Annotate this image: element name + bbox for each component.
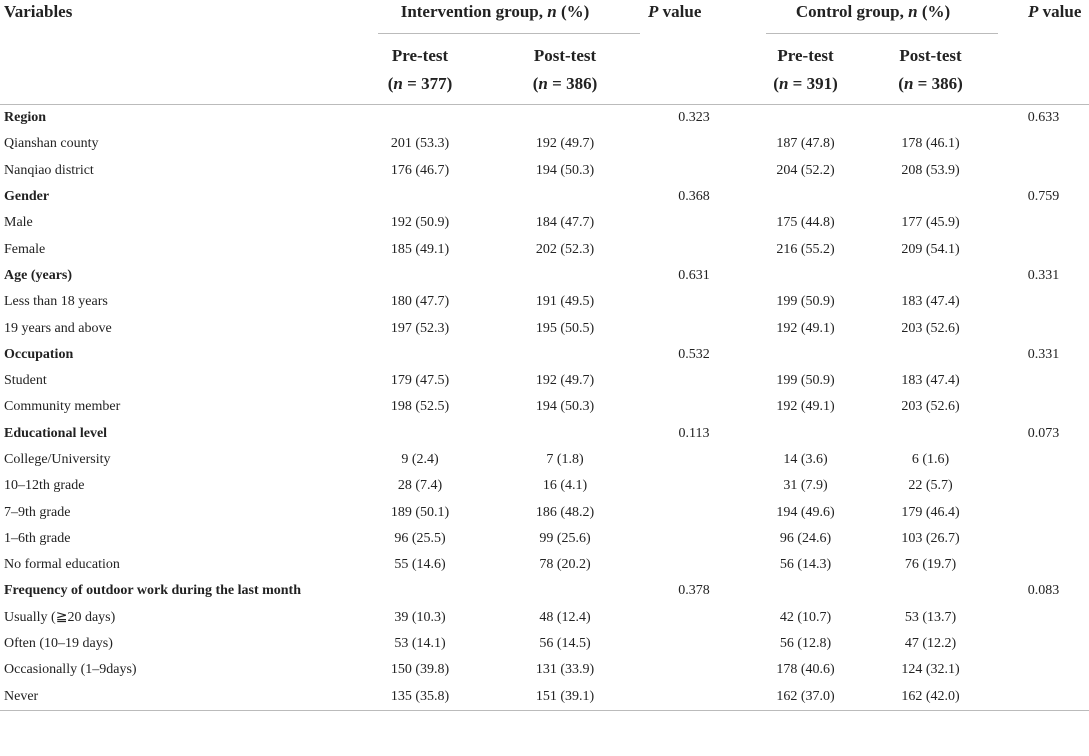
cell-intervention-post: 78 (20.2) [539,557,591,573]
cell-intervention-pre [350,421,490,447]
header-row-top [0,0,1089,38]
table-header [0,0,1089,105]
cell-intervention-p [640,131,748,157]
cell-intervention-p [640,499,748,525]
cell-intervention-p: 0.378 [678,583,710,599]
row-label: Often (10–19 days) [4,636,113,652]
cell-control-pre: 31 (7.9) [783,478,828,494]
cell-intervention-post: 202 (52.3) [535,241,595,257]
cell-intervention-pre: 180 (47.7) [390,294,450,310]
cell-intervention-pre: 198 (52.5) [390,399,450,415]
row-label: No formal education [4,557,120,573]
cell-control-pre: 187 (47.8) [776,136,835,152]
table-row [0,315,1089,341]
cell-intervention-pre: 55 (14.6) [394,557,446,573]
cell-intervention-post: 192 (49.7) [535,373,595,389]
cell-control-post: 183 (47.4) [901,373,960,389]
header-p-value-control: P value [1028,2,1082,21]
cell-intervention-post: 192 (49.7) [535,136,595,152]
cell-intervention-post [490,342,640,368]
cell-control-pre: 204 (52.2) [776,162,835,178]
table-row [0,499,1089,525]
cell-intervention-post: 7 (1.8) [546,452,584,467]
cell-control-p: 0.073 [1027,425,1060,441]
cell-control-pre: 199 (50.9) [776,373,835,389]
cell-intervention-p: 0.113 [678,425,710,441]
cell-control-post: 183 (47.4) [901,294,960,310]
header-int-post: Post-test (n = 386) [490,38,640,105]
table-row [0,289,1089,315]
row-label: Female [4,241,46,257]
intervention-group-label: Intervention group, [400,2,548,21]
table-row [0,447,1089,473]
table-row [0,210,1089,236]
row-label: 1–6th grade [4,530,71,546]
n-italic: n [908,2,918,21]
cell-control-pre: 192 (49.1) [776,320,835,336]
cell-control-p: 0.759 [1027,189,1060,205]
cell-control-pre [748,184,863,210]
header-variables: Variables [4,2,73,21]
cell-intervention-post: 151 (39.1) [490,684,640,711]
cell-control-pre: 175 (44.8) [776,215,835,231]
cell-intervention-post: 191 (49.5) [535,294,595,310]
table-row [0,473,1089,499]
cell-control-p [998,552,1089,578]
cell-control-p: 0.083 [1027,583,1060,599]
cell-intervention-pre: 192 (50.9) [390,215,450,231]
cell-control-p: 0.331 [1027,346,1060,362]
cell-intervention-post: 194 (50.3) [535,399,595,415]
cell-intervention-p [640,289,748,315]
header-intervention-group [350,0,640,38]
header-row-sub [0,38,1089,105]
cell-control-p [998,473,1089,499]
cell-intervention-post [490,184,640,210]
cell-intervention-p [640,605,748,631]
cell-intervention-post [490,578,640,604]
cell-control-pre: 194 (49.6) [776,504,835,520]
cell-control-post: 177 (45.9) [901,215,960,231]
cell-control-post: 124 (32.1) [901,662,960,678]
cell-control-pre [748,578,863,604]
row-label: 19 years and above [4,320,112,336]
cell-intervention-post: 194 (50.3) [535,162,595,178]
cell-intervention-pre: 176 (46.7) [390,162,450,178]
cell-control-post: 178 (46.1) [901,136,960,152]
cell-control-p [998,605,1089,631]
int-post-n: (n = 386) [532,74,598,93]
cell-intervention-pre: 189 (50.1) [390,504,450,520]
header-ctl-pre: Pre-test (n = 391) [748,38,863,105]
cell-intervention-p [640,236,748,262]
cell-control-p: 0.331 [1027,267,1060,283]
cell-intervention-pre: 28 (7.4) [397,478,443,494]
row-label: 10–12th grade [4,478,85,494]
cell-control-post: 203 (52.6) [901,320,960,336]
cell-intervention-p [640,394,748,420]
table-row [0,657,1089,683]
table-row [0,684,1089,711]
table-row [0,158,1089,184]
cell-control-post: 179 (46.4) [901,504,960,520]
cell-control-post: 162 (42.0) [863,684,998,711]
row-label: Student [4,373,47,389]
cell-intervention-p [640,657,748,683]
cell-control-p [998,526,1089,552]
cell-control-p [998,315,1089,341]
cell-intervention-pre [350,578,490,604]
header-ctl-post: Post-test (n = 386) [863,38,998,105]
table-category-row [0,342,1089,368]
cell-control-p: 0.633 [1027,110,1060,126]
cell-control-post [863,263,998,289]
cell-control-pre [748,105,863,132]
cell-control-p [998,210,1089,236]
table-row [0,631,1089,657]
cell-control-p [998,631,1089,657]
cell-control-pre: 199 (50.9) [776,294,835,310]
row-label: Usually (≧20 days) [4,610,116,626]
cell-control-p [998,158,1089,184]
percent-label: (%) [556,2,590,21]
cell-intervention-pre: 150 (39.8) [390,662,450,678]
cell-intervention-pre [350,184,490,210]
cell-control-post: 76 (19.7) [904,557,957,573]
cell-intervention-pre: 201 (53.3) [390,136,450,152]
cell-intervention-post: 195 (50.5) [535,320,595,336]
cell-intervention-pre: 9 (2.4) [401,452,439,467]
cell-intervention-pre: 39 (10.3) [394,609,446,625]
cell-intervention-pre: 185 (49.1) [390,241,450,257]
control-group-label: Control group, [795,2,909,21]
table-row [0,368,1089,394]
row-label: Male [4,215,33,231]
table-category-row [0,184,1089,210]
cell-intervention-post: 48 (12.4) [539,609,591,625]
cell-intervention-post: 56 (14.5) [539,636,591,652]
row-label: Age (years) [4,267,73,283]
cell-control-p [998,684,1089,711]
cell-control-pre [748,421,863,447]
cell-intervention-pre: 135 (35.8) [350,684,490,711]
cell-intervention-p [640,631,748,657]
cell-intervention-pre: 179 (47.5) [390,373,450,389]
row-label: Never [0,684,350,711]
cell-control-post [863,184,998,210]
cell-control-p [998,657,1089,683]
cell-intervention-post: 186 (48.2) [535,504,595,520]
cell-intervention-p [640,210,748,236]
row-label: College/University [4,452,111,467]
table-category-row [0,263,1089,289]
table-category-row [0,421,1089,447]
header-int-pre: Pre-test (n = 377) [350,38,490,105]
row-label: Nanqiao district [4,162,94,178]
table-row [0,236,1089,262]
cell-intervention-p: 0.532 [678,346,710,362]
cell-control-post [863,342,998,368]
row-label: Frequency of outdoor work during the last month [4,583,302,599]
cell-control-p [998,236,1089,262]
header-control-group [748,0,998,38]
cell-control-post: 53 (13.7) [904,609,957,625]
cell-control-post: 208 (53.9) [901,162,960,178]
cell-intervention-p: 0.323 [678,110,710,126]
cell-intervention-post: 184 (47.7) [535,215,595,231]
cell-intervention-p: 0.631 [678,267,710,283]
cell-intervention-pre [350,263,490,289]
row-label: Occupation [4,346,74,362]
table-row [0,394,1089,420]
cell-control-p [998,289,1089,315]
cell-control-post [863,578,998,604]
cell-control-post [863,105,998,132]
cell-control-pre: 14 (3.6) [783,452,828,467]
cell-intervention-p [640,447,748,473]
cell-control-p [998,499,1089,525]
cell-control-post: 103 (26.7) [901,530,960,546]
cell-control-post: 47 (12.2) [904,636,957,652]
table-row [0,605,1089,631]
cell-control-p [998,394,1089,420]
cell-control-pre: 56 (14.3) [779,557,832,573]
int-pre-n: (n = 377) [387,74,453,93]
cell-intervention-p [640,315,748,341]
cell-intervention-pre [350,105,490,132]
row-label: Less than 18 years [4,294,108,310]
cell-control-pre: 216 (55.2) [776,241,835,257]
cell-intervention-post: 131 (33.9) [535,662,595,678]
cell-control-post [863,421,998,447]
ctl-pre-n: (n = 391) [773,74,838,93]
cell-intervention-p [640,158,748,184]
row-label: 7–9th grade [4,504,71,520]
cell-intervention-p [640,526,748,552]
cell-control-post: 6 (1.6) [911,452,950,467]
row-label: Community member [4,399,121,415]
table-row [0,131,1089,157]
cell-intervention-pre: 96 (25.5) [394,530,446,546]
cell-control-pre: 56 (12.8) [779,636,832,652]
row-label: Region [4,110,46,126]
cell-control-post: 203 (52.6) [901,399,960,415]
cell-intervention-pre: 53 (14.1) [394,636,446,652]
cell-control-p [998,368,1089,394]
cell-control-pre [748,342,863,368]
row-label: Educational level [4,425,108,441]
ctl-post-n: (n = 386) [898,74,963,93]
cell-intervention-p [640,552,748,578]
cell-control-p [998,447,1089,473]
cell-control-pre [748,263,863,289]
cell-control-pre: 162 (37.0) [748,684,863,711]
row-label: Gender [4,189,50,205]
cell-intervention-post: 99 (25.6) [539,530,591,546]
cell-control-pre: 96 (24.6) [779,530,832,546]
cell-intervention-post: 16 (4.1) [542,478,588,494]
cell-intervention-pre: 197 (52.3) [390,320,450,336]
table-category-row [0,578,1089,604]
cell-control-p [998,131,1089,157]
percent-label: (%) [917,2,951,21]
cell-control-pre: 42 (10.7) [779,609,832,625]
row-label: Occasionally (1–9days) [4,662,137,678]
row-label: Qianshan county [4,136,99,152]
table-row [0,552,1089,578]
cell-intervention-p: 0.368 [678,189,710,205]
cell-intervention-post [490,105,640,132]
cell-intervention-pre [350,342,490,368]
cell-control-post: 22 (5.7) [908,478,953,494]
header-p-value-intervention: P value [648,2,702,21]
cell-control-pre: 192 (49.1) [776,399,835,415]
cell-intervention-post [490,421,640,447]
cell-intervention-post [490,263,640,289]
table-row [0,526,1089,552]
cell-control-post: 209 (54.1) [901,241,960,257]
cell-intervention-p [640,368,748,394]
cell-control-pre: 178 (40.6) [776,662,835,678]
n-italic: n [547,2,557,21]
cell-intervention-p [640,473,748,499]
table-category-row [0,105,1089,132]
cell-intervention-p [640,684,748,711]
table-body [0,105,1089,711]
